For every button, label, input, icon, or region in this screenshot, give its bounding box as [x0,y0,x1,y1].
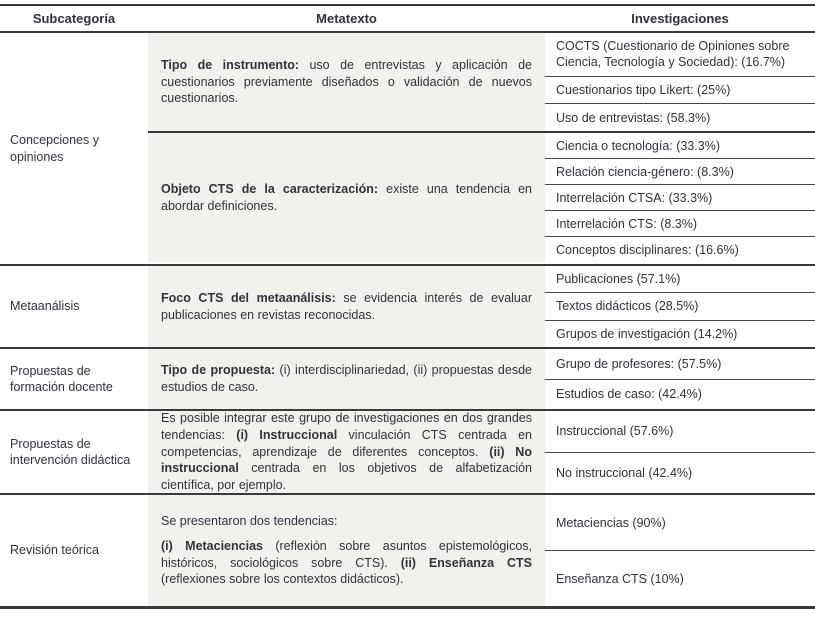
investigation-item: Estudios de caso: (42.4%) [545,379,815,410]
investigation-item: Publicaciones (57.1%) [556,272,681,287]
metatext-paragraph [161,362,532,395]
metatext-paragraph [161,290,532,323]
investigations-cell [545,495,815,606]
metatext-paragraph [161,538,532,588]
investigations-cell [545,33,815,131]
metatext-paragraph [161,513,532,530]
investigations-cell [545,133,815,262]
investigation-item: Enseñanza CTS (10%) [545,550,815,606]
investigation-item: Relación ciencia-género: (8.3%) [545,158,815,184]
section-blocks [148,495,815,606]
column-header-subcategoria: Subcategoría [32,11,116,26]
metatext-bold-term: (ii) Enseñanza CTS [400,555,532,570]
section-intervencion-didactica [0,409,815,493]
metatext-bold-lead: Tipo de instrumento: [161,58,300,73]
subcategory-cell: Propuestas de formación docente [10,363,113,394]
metatext-paragraph [161,410,532,493]
subcategory-cell: Propuestas de intervención didáctica [10,436,131,467]
section-blocks [148,33,815,264]
metatext-body: uso de entrevistas y aplicación de cuestionarios previamente diseñados o validación de nuevos cuestionarios. [161,58,532,106]
investigation-item: Interrelación CTS: (8.3%) [545,210,815,236]
metatext-bold-lead: Objeto CTS de la caracterización: [161,181,379,196]
investigation-item: Textos didácticos (28.5%) [545,292,815,319]
metatext-cell [148,349,545,409]
investigation-item: Ciencia o tecnología: (33.3%) [556,138,720,153]
investigations-cell [545,349,815,409]
metatext-body: Es posible integrar este grupo de investigaciones en dos grandes tendencias: [161,411,532,443]
investigation-item: Grupo de profesores: (57.5%) [556,356,722,371]
metatext-body: existe una tendencia en abordar definiciones. [161,181,532,213]
metatext-cell [148,495,545,606]
block-tipo-de-propuesta [148,349,815,409]
section-concepciones-y-opiniones [0,33,815,264]
column-header-investigaciones: Investigaciones [631,11,729,26]
metatext-bold-term: (ii) No instruccional [161,444,532,476]
block-dos-grandes-tendencias [148,411,815,493]
metatext-body: vinculación CTS centrada en competencias, aprendizaje de diferentes conceptos. [161,428,532,459]
investigation-item: COCTS (Cuestionario de Opiniones sobre Ciencia, Tecnología y Sociedad): (16.7%) [556,39,790,70]
metatext-body: (i) interdisciplinariedad, (ii) propuestas desde estudios de caso. [161,363,532,394]
investigation-item: Cuestionarios tipo Likert: (25%) [545,76,815,104]
metatext-paragraph [161,57,532,107]
metatext-cell [148,33,545,131]
block-dos-tendencias [148,495,815,606]
metatext-bold-term: (i) Instruccional [236,428,338,443]
section-blocks [148,349,815,409]
column-header-metatexto: Metatexto [316,11,377,26]
subcategory-cell: Concepciones y opiniones [10,133,99,164]
investigation-item: Grupos de investigación (14.2%) [545,320,815,347]
metatext-bold-term: (i) Metaciencias [161,538,263,553]
investigation-item: No instruccional (42.4%) [545,452,815,494]
section-formacion-docente [0,347,815,409]
investigation-item: Instruccional (57.6%) [556,424,674,439]
metatext-body: (reflexión sobre asuntos epistemológicos, históricos, sociológicos sobre CTS). [161,538,532,570]
metatext-paragraph [161,181,532,214]
investigation-item: Conceptos disciplinares: (16.6%) [545,236,815,262]
investigation-item: Metaciencias (90%) [556,515,666,530]
metatext-bold-lead: Foco CTS del metaanálisis: [161,290,336,305]
metatext-cell [148,266,545,347]
metatext-body: (reflexiones sobre los contextos didácticos). [161,572,404,587]
section-metaanalisis [0,264,815,347]
metatext-body: centrada en los objetivos de alfabetización científica, por ejemplo. [161,461,532,492]
section-revision-teorica [0,493,815,606]
metatext-bold-lead: Tipo de propuesta: [161,363,276,378]
section-blocks [148,411,815,493]
section-blocks [148,266,815,347]
subcategory-cell: Metaanálisis [10,299,80,314]
table-header-row [0,6,815,33]
block-tipo-de-instrumento [148,33,815,131]
metatext-body: se evidencia interés de evaluar publicaciones en revistas reconocidas. [161,290,532,322]
investigations-cell [545,411,815,493]
subcategory-cell: Revisión teórica [10,543,99,558]
block-foco-cts [148,266,815,347]
investigation-item: Uso de entrevistas: (58.3%) [545,103,815,131]
metatext-body: Se presentaron dos tendencias: [161,514,338,529]
investigations-cell [545,266,815,347]
block-objeto-cts [148,131,815,262]
investigation-item: Interrelación CTSA: (33.3%) [545,184,815,210]
metatext-cell [148,133,545,262]
metatext-cell [148,411,545,493]
subcategory-metatext-table [0,4,815,609]
